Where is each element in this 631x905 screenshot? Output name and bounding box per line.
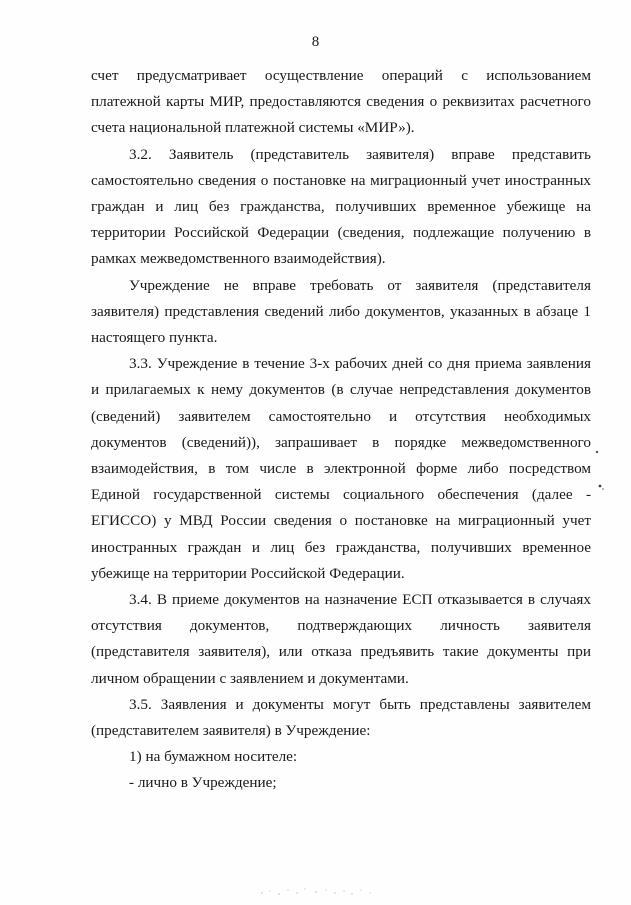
paragraph-clause-3-4: 3.4. В приеме документов на назначение ЕСП отказывается в случаях отсутствия документов, подтверждающих личность заявителя (представителя заявителя), или отказа предъявить такие документы при личном обращении с заявлением и документами. [91, 591, 591, 687]
paragraph-continuation: счет предусматривает осуществление операций с использованием платежной карты МИР, предоставляются сведения о реквизитах расчетного счета национальной платежной системы «МИР»). [91, 67, 591, 137]
document-body [91, 63, 591, 797]
paragraph-clause-3-2: 3.2. Заявитель (представитель заявителя) вправе представить самостоятельно сведения о постановке на миграционный учет иностранных граждан и лиц без гражданства, получивших временное убежище на территории Российской Федерации (сведения, подлежащие получению в рамках межведомственного взаимодействия). [91, 145, 591, 268]
paragraph-clause-3-5: 3.5. Заявления и документы могут быть представлены заявителем (представителем заявителя) в Учреждение: [91, 695, 591, 740]
list-item-in-person: - лично в Учреждение; [129, 774, 277, 792]
paragraph-clause-3-3: 3.3. Учреждение в течение 3-х рабочих дней со дня приема заявления и прилагаемых к нему документов (в случае непредставления документов (сведений) заявителем самостоятельно и отсутствия необходимых документов (сведений)), запрашивает в порядке межведомственного взаимодействия, в том числе в электронной форме либо посредством Единой государственной системы социального обеспечения (далее - ЕГИССО) у МВД России сведения о постановке на миграционный учет иностранных граждан и лиц без гражданства, получивших временное убежище на территории Российской Федерации. [91, 355, 591, 582]
list-item-paper: 1) на бумажном носителе: [129, 748, 298, 766]
paragraph-clause-3-2-note: Учреждение не вправе требовать от заявителя (представителя заявителя) представления сведений либо документов, указанных в абзаце 1 настоящего пункта. [91, 276, 591, 347]
page-number: 8 [311, 34, 320, 50]
